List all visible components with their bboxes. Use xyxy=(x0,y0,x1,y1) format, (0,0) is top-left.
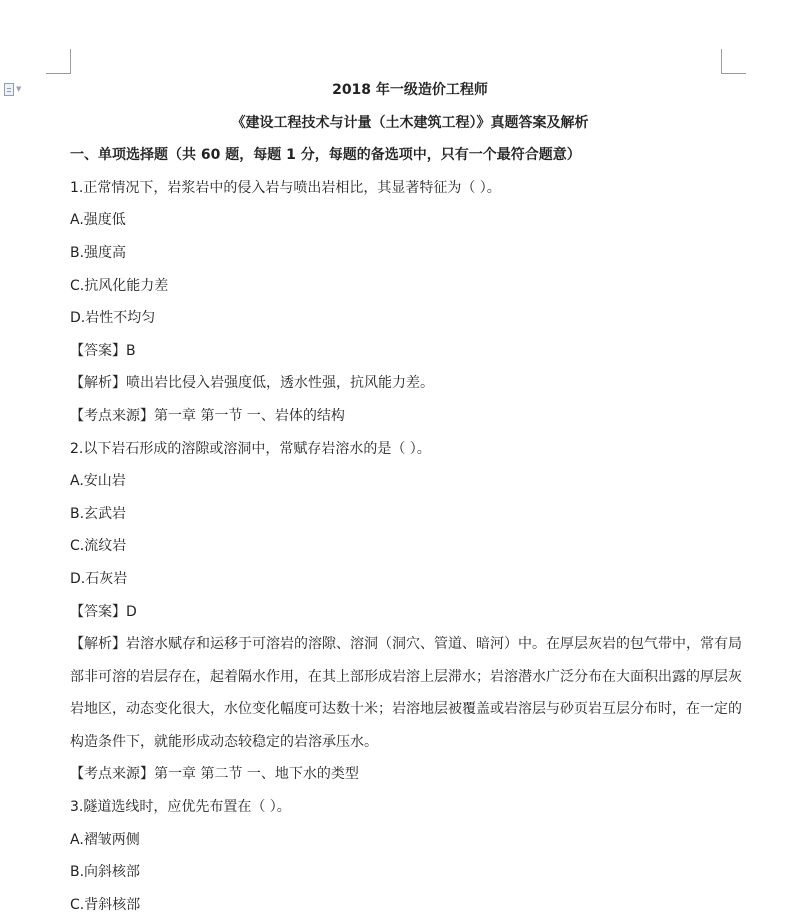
document-title: 2018 年一级造价工程师 xyxy=(332,82,488,98)
q2-option-c: C.流纹岩 xyxy=(70,538,127,555)
chevron-down-icon: ▼ xyxy=(16,84,22,93)
document-subtitle: 《建设工程技术与计量（土木建筑工程）》真题答案及解析 xyxy=(231,114,589,131)
page-icon xyxy=(4,83,14,96)
page-margin-mark-left-horizontal xyxy=(46,73,71,74)
q2-option-d: D.石灰岩 xyxy=(70,570,128,587)
q3-option-c: C.背斜核部 xyxy=(70,896,141,913)
question-1: 1.正常情况下，岩浆岩中的侵入岩与喷出岩相比，其显著特征为（ ）。 xyxy=(70,179,501,196)
q2-option-a: A.安山岩 xyxy=(70,473,126,490)
q1-source: 【考点来源】第一章 第一节 一、岩体的结构 xyxy=(70,407,345,424)
q2-analysis: 【解析】岩溶水赋存和运移于可溶岩的溶隙、溶洞（洞穴、管道、暗河）中。在厚层灰岩的包气带中，常有局部非可溶的岩层存在，起着隔水作用，在其上部形成岩溶上层滞水；岩溶潜水广泛分布在大面积出露的厚层灰岩地区，动态变化很大，水位变化幅度可达数十米；岩溶地层被覆盖或岩溶层与砂页岩互层分布时，在一定的构造条件下，就能形成动态较稳定的岩溶承压水。 xyxy=(70,636,742,750)
q2-source: 【考点来源】第一章 第二节 一、地下水的类型 xyxy=(70,766,359,783)
q1-option-b: B.强度高 xyxy=(70,244,127,261)
question-3: 3.隧道选线时，应优先布置在（ ）。 xyxy=(70,799,291,816)
page-margin-mark-left-vertical xyxy=(70,49,71,74)
question-2: 2.以下岩石形成的溶隙或溶洞中，常赋存岩溶水的是（ ）。 xyxy=(70,440,431,457)
q1-option-a: A.强度低 xyxy=(70,212,126,229)
q3-option-a: A.褶皱两侧 xyxy=(70,831,140,848)
q1-option-c: C.抗风化能力差 xyxy=(70,277,169,294)
document-body xyxy=(70,74,750,921)
q2-answer: 【答案】D xyxy=(70,603,137,620)
q1-analysis: 【解析】喷出岩比侵入岩强度低，透水性强，抗风能力差。 xyxy=(70,375,434,392)
document-view-icon[interactable] xyxy=(4,81,26,97)
section-heading: 一、单项选择题（共 60 题，每题 1 分，每题的备选项中，只有一个最符合题意） xyxy=(70,147,581,164)
q1-answer: 【答案】B xyxy=(70,342,136,359)
q1-option-d: D.岩性不均匀 xyxy=(70,310,156,327)
q2-option-b: B.玄武岩 xyxy=(70,505,127,522)
page-margin-mark-right-vertical xyxy=(721,49,722,74)
q3-option-b: B.向斜核部 xyxy=(70,864,141,881)
